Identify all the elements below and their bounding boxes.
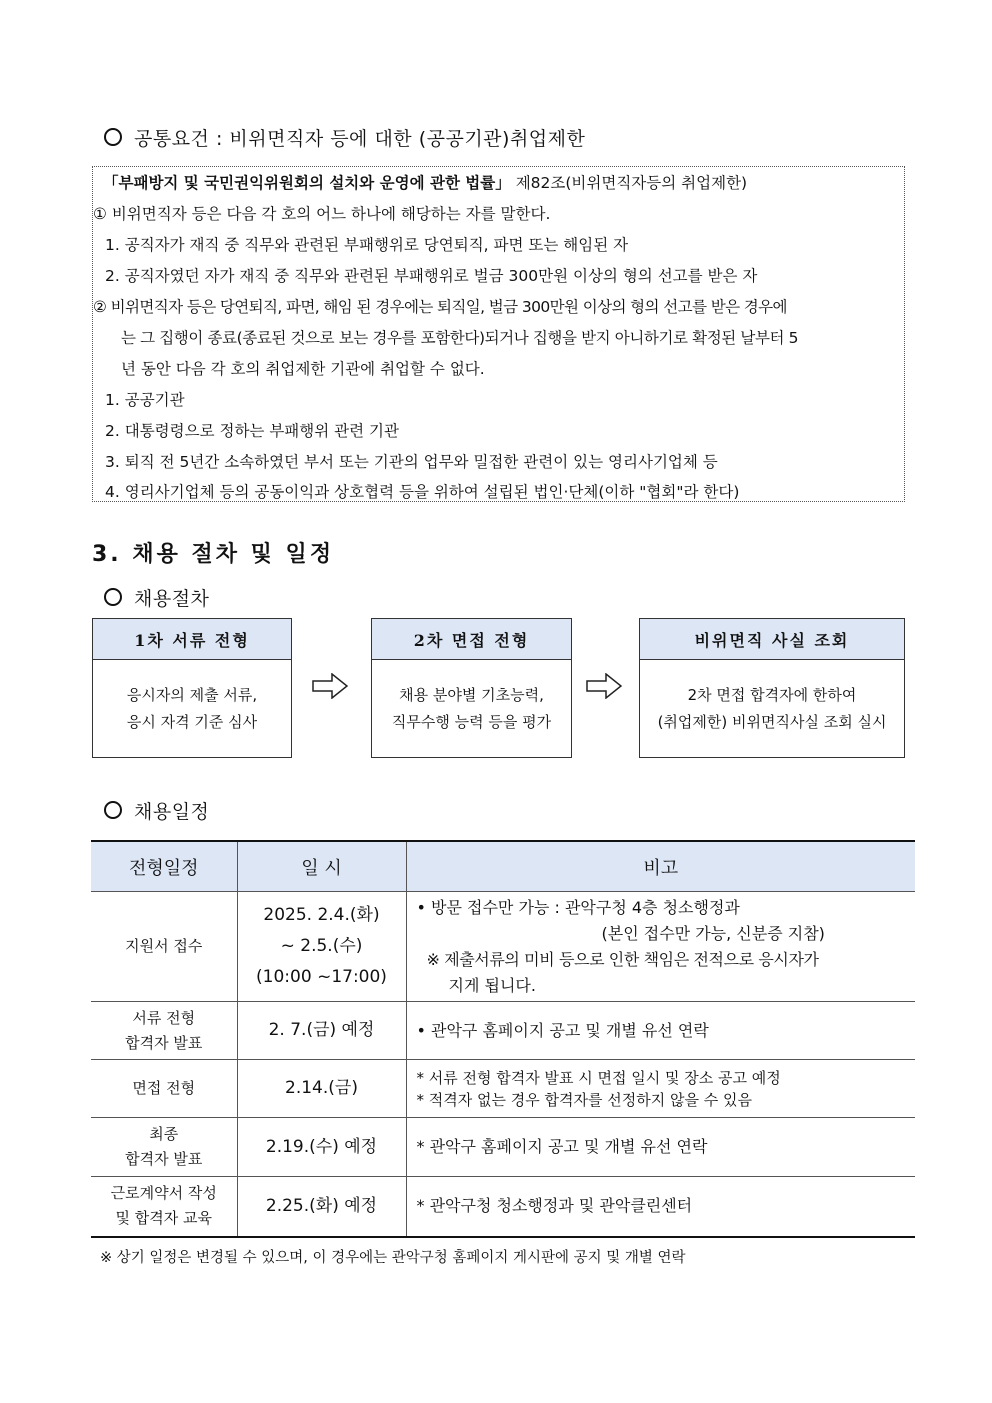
table-row bbox=[91, 1118, 915, 1177]
law-clause-1: ① 비위면직자 등은 다음 각 호의 어느 하나에 해당하는 자를 말한다. bbox=[93, 205, 551, 223]
law-clause-2: ② 비위면직자 등은 당연퇴직, 파면, 해임 된 경우에는 퇴직일, 벌금 300만원 이상의 형의 선고를 받은 경우에 bbox=[93, 298, 787, 316]
date-cell: 2.14.(금) bbox=[237, 1060, 406, 1118]
law-title-line bbox=[103, 171, 747, 193]
note-cell: * 서류 전형 합격자 발표 시 면접 일시 및 장소 공고 예정 * 적격자 없는 경우 합격자를 선정하지 않을 수 있음 bbox=[406, 1060, 915, 1118]
law-excerpt-box bbox=[92, 166, 905, 502]
law-item: 4. 영리사기업체 등의 공동이익과 상호협력 등을 위하여 설립된 법인·단체(이하 "협회"라 한다) bbox=[105, 483, 740, 501]
law-clause-2-cont: 년 동안 다음 각 호의 취업제한 기관에 취업할 수 없다. bbox=[121, 360, 485, 378]
stage-cell: 면접 전형 bbox=[91, 1060, 237, 1118]
schedule-heading: 채용일정 bbox=[104, 797, 209, 824]
table-row bbox=[91, 892, 915, 1002]
circle-bullet-icon bbox=[104, 588, 122, 606]
stage-cell: 지원서 접수 bbox=[91, 892, 237, 1002]
date-cell: 2.25.(화) 예정 bbox=[237, 1177, 406, 1237]
table-header-row bbox=[91, 841, 915, 892]
schedule-table bbox=[91, 840, 915, 1238]
circle-bullet-icon bbox=[104, 128, 122, 146]
table-row bbox=[91, 1002, 915, 1060]
table-row bbox=[91, 1060, 915, 1118]
law-item: 2. 대통령령으로 정하는 부패행위 관련 기관 bbox=[105, 422, 399, 440]
procedure-step-1 bbox=[92, 618, 292, 758]
stage-cell: 서류 전형 합격자 발표 bbox=[91, 1002, 237, 1060]
table-row bbox=[91, 1177, 915, 1237]
procedure-step-2 bbox=[371, 618, 572, 758]
law-article: 제82조(비위면직자등의 취업제한) bbox=[510, 174, 748, 192]
circle-bullet-icon bbox=[104, 801, 122, 819]
date-cell: 2. 7.(금) 예정 bbox=[237, 1002, 406, 1060]
right-arrow-icon bbox=[586, 673, 622, 699]
note-cell: • 방문 접수만 가능 : 관악구청 4층 청소행정과 (본인 접수만 가능, 신분증 지참) ※ 제출서류의 미비 등으로 인한 책임은 전적으로 응시자가 지게 됩니다. bbox=[406, 892, 915, 1002]
right-arrow-icon bbox=[312, 673, 348, 699]
step-body: 채용 분야별 기초능력, 직무수행 능력 등을 평가 bbox=[391, 686, 552, 731]
step-title: 1차 서류 전형 bbox=[93, 619, 291, 660]
step-title: 2차 면접 전형 bbox=[372, 619, 571, 660]
law-item: 1. 공직자가 재직 중 직무와 관련된 부패행위로 당연퇴직, 파면 또는 해임된 자 bbox=[105, 236, 629, 254]
common-requirement-heading: 공통요건 : 비위면직자 등에 대한 (공공기관)취업제한 bbox=[104, 124, 585, 151]
step-title: 비위면직 사실 조회 bbox=[640, 619, 904, 660]
section-3-title: 3. 채용 절차 및 일정 bbox=[92, 542, 335, 567]
stage-cell: 최종 합격자 발표 bbox=[91, 1118, 237, 1177]
step-body: 응시자의 제출 서류, 응시 자격 기준 심사 bbox=[126, 686, 258, 731]
law-item: 1. 공공기관 bbox=[105, 391, 185, 409]
stage-cell: 근로계약서 작성 및 합격자 교육 bbox=[91, 1177, 237, 1237]
law-item: 3. 퇴직 전 5년간 소속하였던 부서 또는 기관의 업무와 밀접한 관련이 있는 영리사기업체 등 bbox=[105, 453, 718, 471]
law-clause-2-cont: 는 그 집행이 종료(종료된 것으로 보는 경우를 포함한다)되거나 집행을 받지 아니하기로 확정된 날부터 5 bbox=[121, 329, 799, 347]
note-cell: * 관악구 홈페이지 공고 및 개별 유선 연락 bbox=[406, 1118, 915, 1177]
step-body: 2차 면접 합격자에 한하여 (취업제한) 비위면직사실 조회 실시 bbox=[657, 686, 887, 731]
procedure-step-3 bbox=[639, 618, 905, 758]
note-cell: * 관악구청 청소행정과 및 관악클린센터 bbox=[406, 1177, 915, 1237]
law-item: 2. 공직자였던 자가 재직 중 직무와 관련된 부패행위로 벌금 300만원 이상의 형의 선고를 받은 자 bbox=[105, 267, 758, 285]
schedule-footnote: ※ 상기 일정은 변경될 수 있으며, 이 경우에는 관악구청 홈페이지 게시판에 공지 및 개별 연락 bbox=[100, 1250, 686, 1266]
note-cell: • 관악구 홈페이지 공고 및 개별 유선 연락 bbox=[406, 1002, 915, 1060]
date-cell: 2025. 2.4.(화) ~ 2.5.(수) (10:00 ~17:00) bbox=[237, 892, 406, 1002]
header-date: 일 시 bbox=[237, 841, 406, 892]
procedure-heading: 채용절차 bbox=[104, 584, 209, 611]
header-note: 비고 bbox=[406, 841, 915, 892]
law-name: 「부패방지 및 국민권익위원회의 설치와 운영에 관한 법률」 bbox=[103, 174, 511, 192]
header-stage: 전형일정 bbox=[91, 841, 237, 892]
date-cell: 2.19.(수) 예정 bbox=[237, 1118, 406, 1177]
